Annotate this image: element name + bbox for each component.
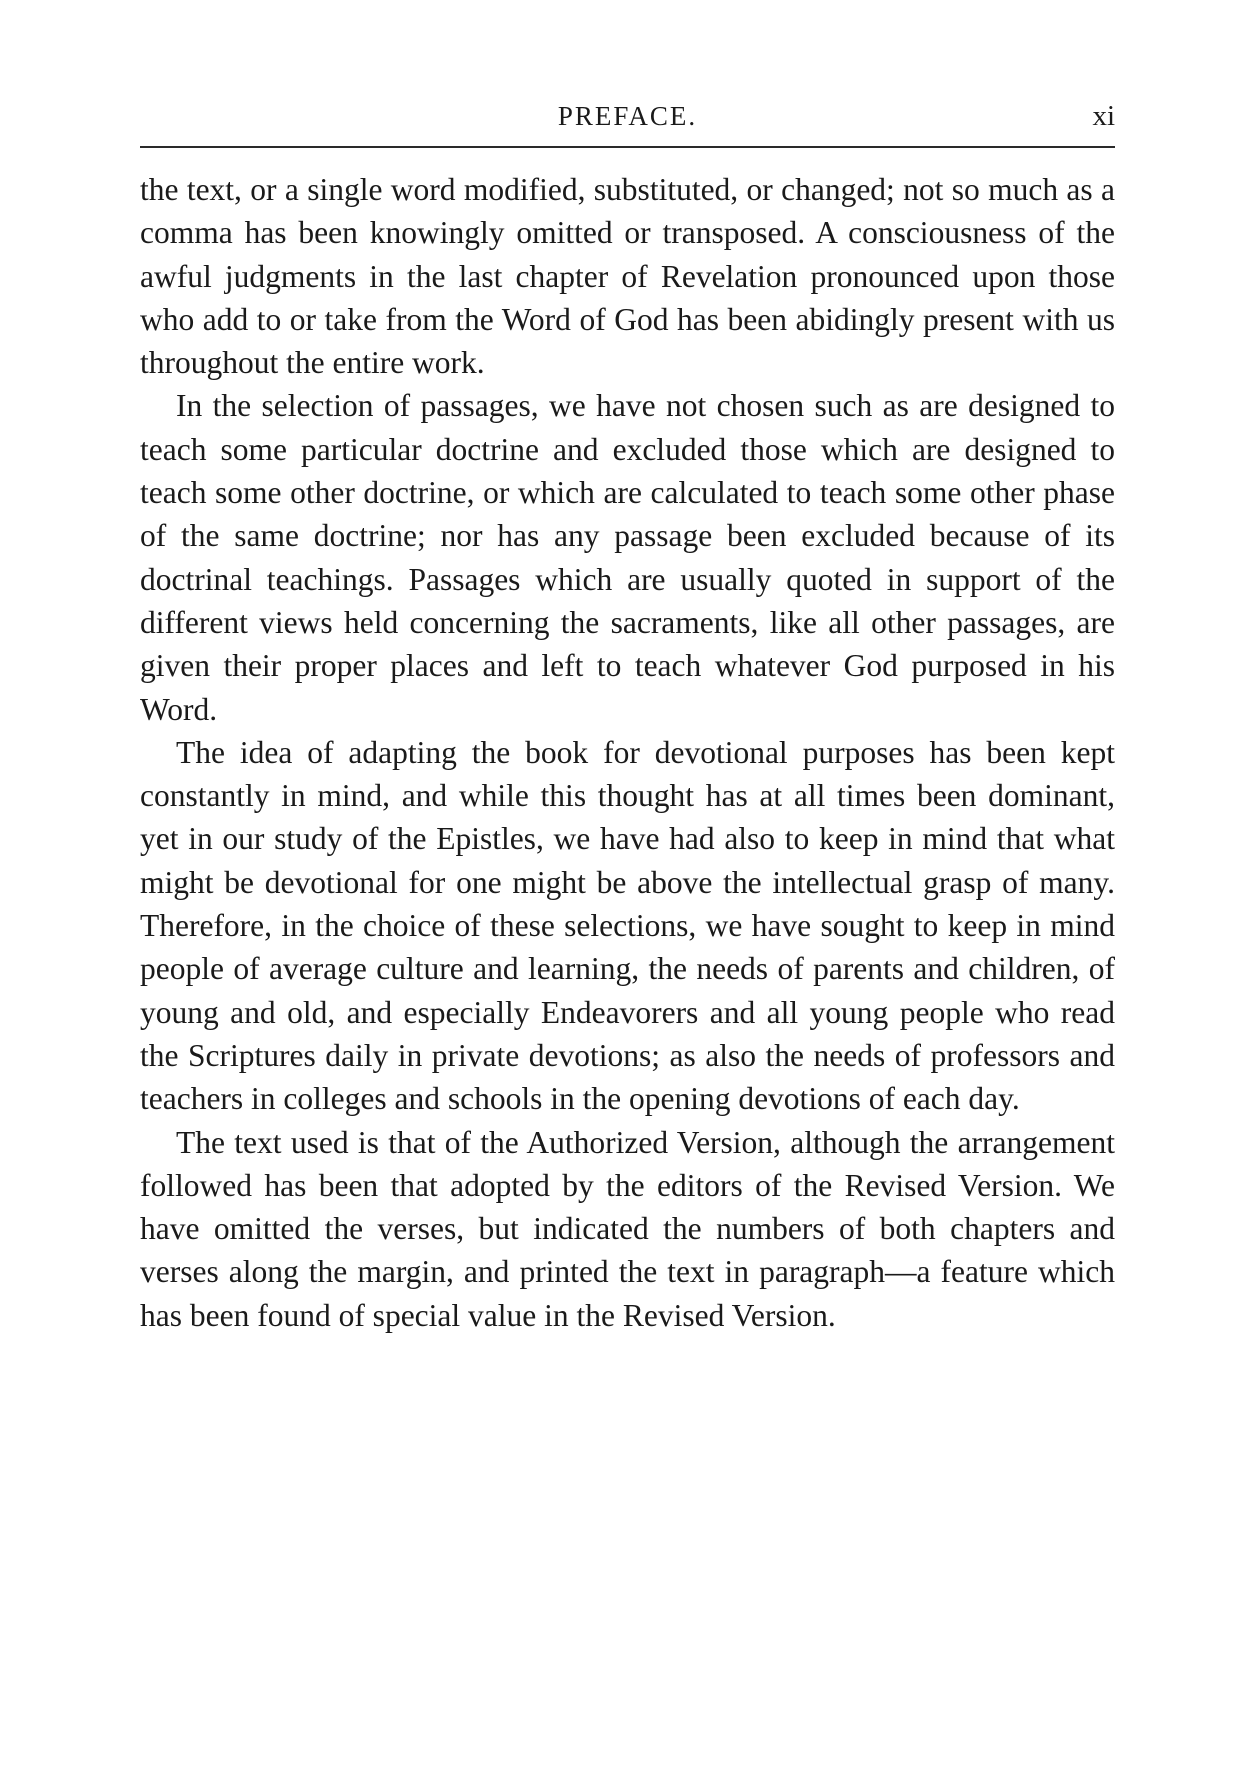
page-number: xi xyxy=(1092,100,1115,132)
body-text xyxy=(140,168,1115,1337)
paragraph-devotional-purposes: The idea of adapting the book for devotional purposes has been kept constantly in mind, and while this thought has at all times been dominant, yet in our study of the Epistles, we have had also to keep in mind that what might be devotional for one might be above the intellectual grasp of many. Therefore, in the choice of these selections, we have sought to keep in mind people of average culture and learning, the needs of parents and children, of young and old, and especially Endeavorers and all young people who read the Scriptures daily in private devotions; as also the needs of professors and teachers in colleges and schools in the opening devotions of each day. xyxy=(140,734,1115,1117)
header-rule xyxy=(140,146,1115,148)
running-title: PREFACE. xyxy=(557,101,698,131)
running-head xyxy=(140,96,1115,136)
paragraph-selection-of-passages: In the selection of passages, we have not chosen such as are designed to teach some particular doctrine and excluded those which are designed to teach some other doctrine, or which are calculated to teach some other phase of the same doctrine; nor has any passage been excluded because of its doctrinal teachings. Passages which are usually quoted in support of the different views held concerning the sacraments, like all other passages, are given their proper places and left to teach whatever God purposed in his Word. xyxy=(140,388,1115,727)
paragraph-continued: the text, or a single word modified, substituted, or changed; not so much as a comma has been knowingly omitted or transposed. A consciousness of the awful judgments in the last chapter of Revelation pronounced upon those who add to or take from the Word of God has been abidingly present with us throughout the entire work. xyxy=(140,172,1115,381)
paragraph-text-used: The text used is that of the Authorized Version, although the arrangement followed has been that adopted by the editors of the Revised Version. We have omitted the verses, but indicated the numbers of both chapters and verses along the margin, and printed the text in paragraph—a feature which has been found of special value in the Revised Version. xyxy=(140,1124,1115,1333)
